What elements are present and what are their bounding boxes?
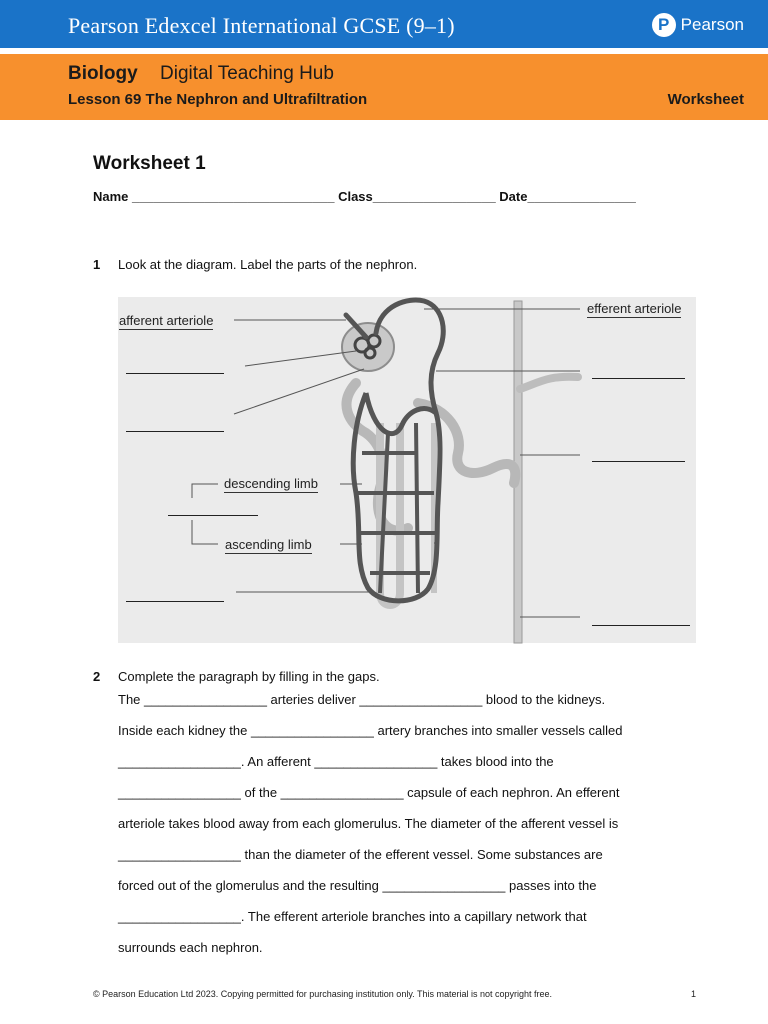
label-blank[interactable] xyxy=(126,431,224,432)
qualification-title: Pearson Edexcel International GCSE (9–1) xyxy=(68,13,455,38)
efferent-arteriole-label: efferent arteriole xyxy=(587,301,682,316)
lesson-title: Lesson 69 The Nephron and Ultrafiltration xyxy=(68,91,368,108)
paragraph-line: surrounds each nephron. xyxy=(118,940,263,955)
question-1-text: Look at the diagram. Label the parts of the nephron. xyxy=(118,257,418,272)
subject-title: Biology xyxy=(68,63,138,84)
hub-title: Digital Teaching Hub xyxy=(160,63,334,84)
paragraph-line: forced out of the glomerulus and the resulting _________________ passes into the xyxy=(118,878,597,893)
page-number: 1 xyxy=(690,989,696,999)
ascending-limb-label: ascending limb xyxy=(225,537,312,552)
label-blank[interactable] xyxy=(592,378,685,379)
label-blank[interactable] xyxy=(592,461,685,462)
pearson-brand xyxy=(652,13,744,37)
name-class-date-row: Name ____________________________ Class_________________ Date_______________ xyxy=(93,189,636,204)
paragraph-line: _________________. An afferent _________________ takes blood into the xyxy=(118,754,554,769)
fill-in-paragraph xyxy=(118,694,678,973)
header-bar xyxy=(0,0,768,48)
copyright-notice: © Pearson Education Ltd 2023. Copying permitted for purchasing institution only. This material is not copyright free. xyxy=(93,989,553,999)
label-blank[interactable] xyxy=(126,373,224,374)
pearson-wordmark: Pearson xyxy=(680,15,744,34)
diagram-background xyxy=(118,297,696,643)
question-2-number: 2 xyxy=(93,669,101,684)
nephron-diagram xyxy=(118,293,696,645)
paragraph-line: Inside each kidney the _________________ artery branches into smaller vessels called xyxy=(118,723,623,738)
label-blank[interactable] xyxy=(592,625,690,626)
label-blank[interactable] xyxy=(126,601,224,602)
afferent-arteriole-label: afferent arteriole xyxy=(119,313,214,328)
document-type: Worksheet xyxy=(667,91,744,108)
question-1-number: 1 xyxy=(93,257,101,272)
pearson-logo-icon: P xyxy=(652,13,676,37)
paragraph-line: _________________ of the _________________ capsule of each nephron. An efferent xyxy=(118,785,620,800)
paragraph-line: arteriole takes blood away from each glomerulus. The diameter of the afferent vessel is xyxy=(118,816,619,831)
paragraph-line: _________________. The efferent arteriole branches into a capillary network that xyxy=(118,909,587,924)
worksheet-title: Worksheet 1 xyxy=(93,153,206,174)
nephron-illustration xyxy=(118,293,696,645)
label-blank[interactable] xyxy=(168,515,258,516)
question-2-text: Complete the paragraph by filling in the gaps. xyxy=(118,669,380,684)
paragraph-line: The _________________ arteries deliver _________________ blood to the kidneys. xyxy=(118,692,606,707)
descending-limb-label: descending limb xyxy=(224,476,318,491)
paragraph-line: _________________ than the diameter of the efferent vessel. Some substances are xyxy=(118,847,603,862)
